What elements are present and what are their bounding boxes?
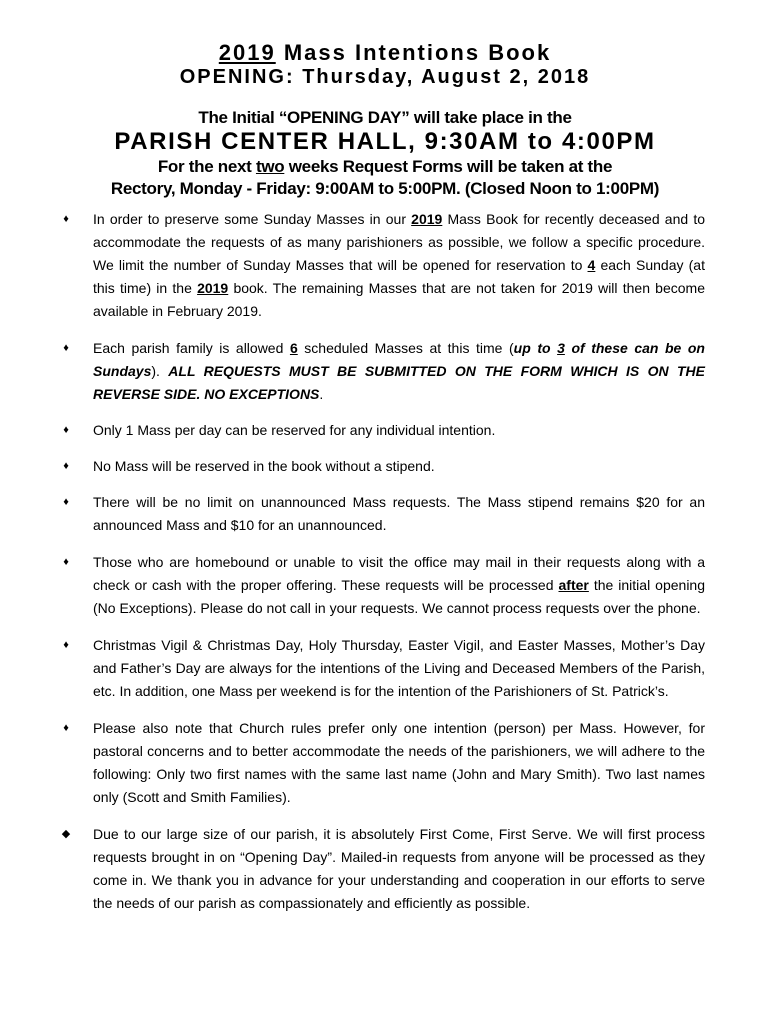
diamond-bullet-icon: ♦ [63,213,69,225]
list-item [63,419,705,442]
diamond-bullet-icon: ◆ [61,828,71,840]
rules-list [0,208,770,915]
b1-text-a: In order to preserve some Sunday Masses in our [93,211,412,227]
b6-text-a: Those who are homebound or unable to visit the office may mail in their requests along with a check or cash with the proper offering. These requests will be processed [93,554,705,593]
b1-text-b: Mass Book for recently deceased and to accommodate the requests of as many parishioners as possible, we follow a specific procedure. We limit the number of Sunday Masses that will be opened for reservation to [93,211,705,273]
diamond-bullet-icon: ♦ [63,639,69,651]
diamond-bullet-icon: ♦ [63,342,69,354]
b2-text-c: ). [151,363,169,379]
b2-text-b: scheduled Masses at this time ( [297,340,514,356]
b2-italic-c: ALL REQUESTS MUST BE SUBMITTED ON THE FORM WHICH IS ON THE REVERSE SIDE. NO EXCEPTIONS [93,363,705,402]
list-item [63,208,705,323]
b2-count: 6 [289,340,298,356]
list-item [63,634,705,703]
book-title-text: Mass Intentions Book [283,40,552,65]
book-year: 2019 [218,40,276,65]
diamond-bullet-icon: ♦ [63,460,69,472]
b6-text-b: the initial opening (No Exceptions). Please do not call in your requests. We cannot process requests over the phone. [93,577,705,616]
diamond-bullet-icon: ♦ [63,496,69,508]
list-item [63,337,705,406]
book-title [0,40,770,66]
list-item [63,551,705,620]
b8-text: Please also note that Church rules prefer only one intention (person) per Mass. However, for pastoral concerns and to better accommodate the needs of the parishioners, we will adhere to the following: Only two first names with the same last name (John and Mary Smith). Two last names only (Scott and Smith Families). [93,720,705,805]
b2-text-d: . [319,386,324,402]
list-item [63,455,705,478]
b2-italic-b: of these can be on Sundays [93,340,705,379]
next-line-post: weeks Request Forms will be taken at the [284,157,613,176]
b2-text-a: Each parish family is allowed [93,340,290,356]
b7-text: Christmas Vigil & Christmas Day, Holy Thursday, Easter Vigil, and Easter Masses, Mother’s Day and Father’s Day are always for the intentions of the Living and Deceased Members of the Parish, etc. In addition, one Mass per weekend is for the intention of the Parishioners of St. Patrick’s. [93,637,705,699]
initial-opening-line: The Initial “OPENING DAY” will take place in the [198,108,572,127]
b1-text-c: each Sunday (at this time) in the [93,257,705,296]
list-item [61,823,705,915]
b2-sunday-count: 3 [557,340,565,356]
b6-after: after [558,577,589,593]
next-line-two: two [255,157,285,176]
next-line-pre: For the next [157,157,256,176]
opening-line: OPENING: Thursday, August 2, 2018 [179,66,591,88]
location-line: PARISH CENTER HALL, 9:30AM to 4:00PM [114,128,656,155]
b3-text: Only 1 Mass per day can be reserved for any individual intention. [93,422,496,438]
diamond-bullet-icon: ♦ [63,424,69,436]
b1-text-d: book. The remaining Masses that are not taken for 2019 will then become available in February 2019. [93,280,705,319]
next-weeks-line [0,157,770,177]
b4-text: No Mass will be reserved in the book without a stipend. [93,458,435,474]
b9-text: Due to our large size of our parish, it is absolutely First Come, First Serve. We will first process requests brought in on “Opening Day”. Mailed-in requests from anyone will be processed as they come in. We thank you in advance for your understanding and cooperation in our efforts to serve the needs of our parish as compassionately and efficiently as possible. [93,826,705,911]
list-item [63,717,705,809]
b5-text: There will be no limit on unannounced Mass requests. The Mass stipend remains $20 for an announced Mass and $10 for an unannounced. [93,494,705,533]
b1-year-2: 2019 [197,280,229,296]
diamond-bullet-icon: ♦ [63,722,69,734]
b1-limit: 4 [587,257,596,273]
b2-italic-a: up to [513,340,558,356]
rectory-hours-line: Rectory, Monday - Friday: 9:00AM to 5:00PM. (Closed Noon to 1:00PM) [110,179,660,198]
list-item [63,491,705,537]
b1-year: 2019 [411,211,443,227]
diamond-bullet-icon: ♦ [63,556,69,568]
